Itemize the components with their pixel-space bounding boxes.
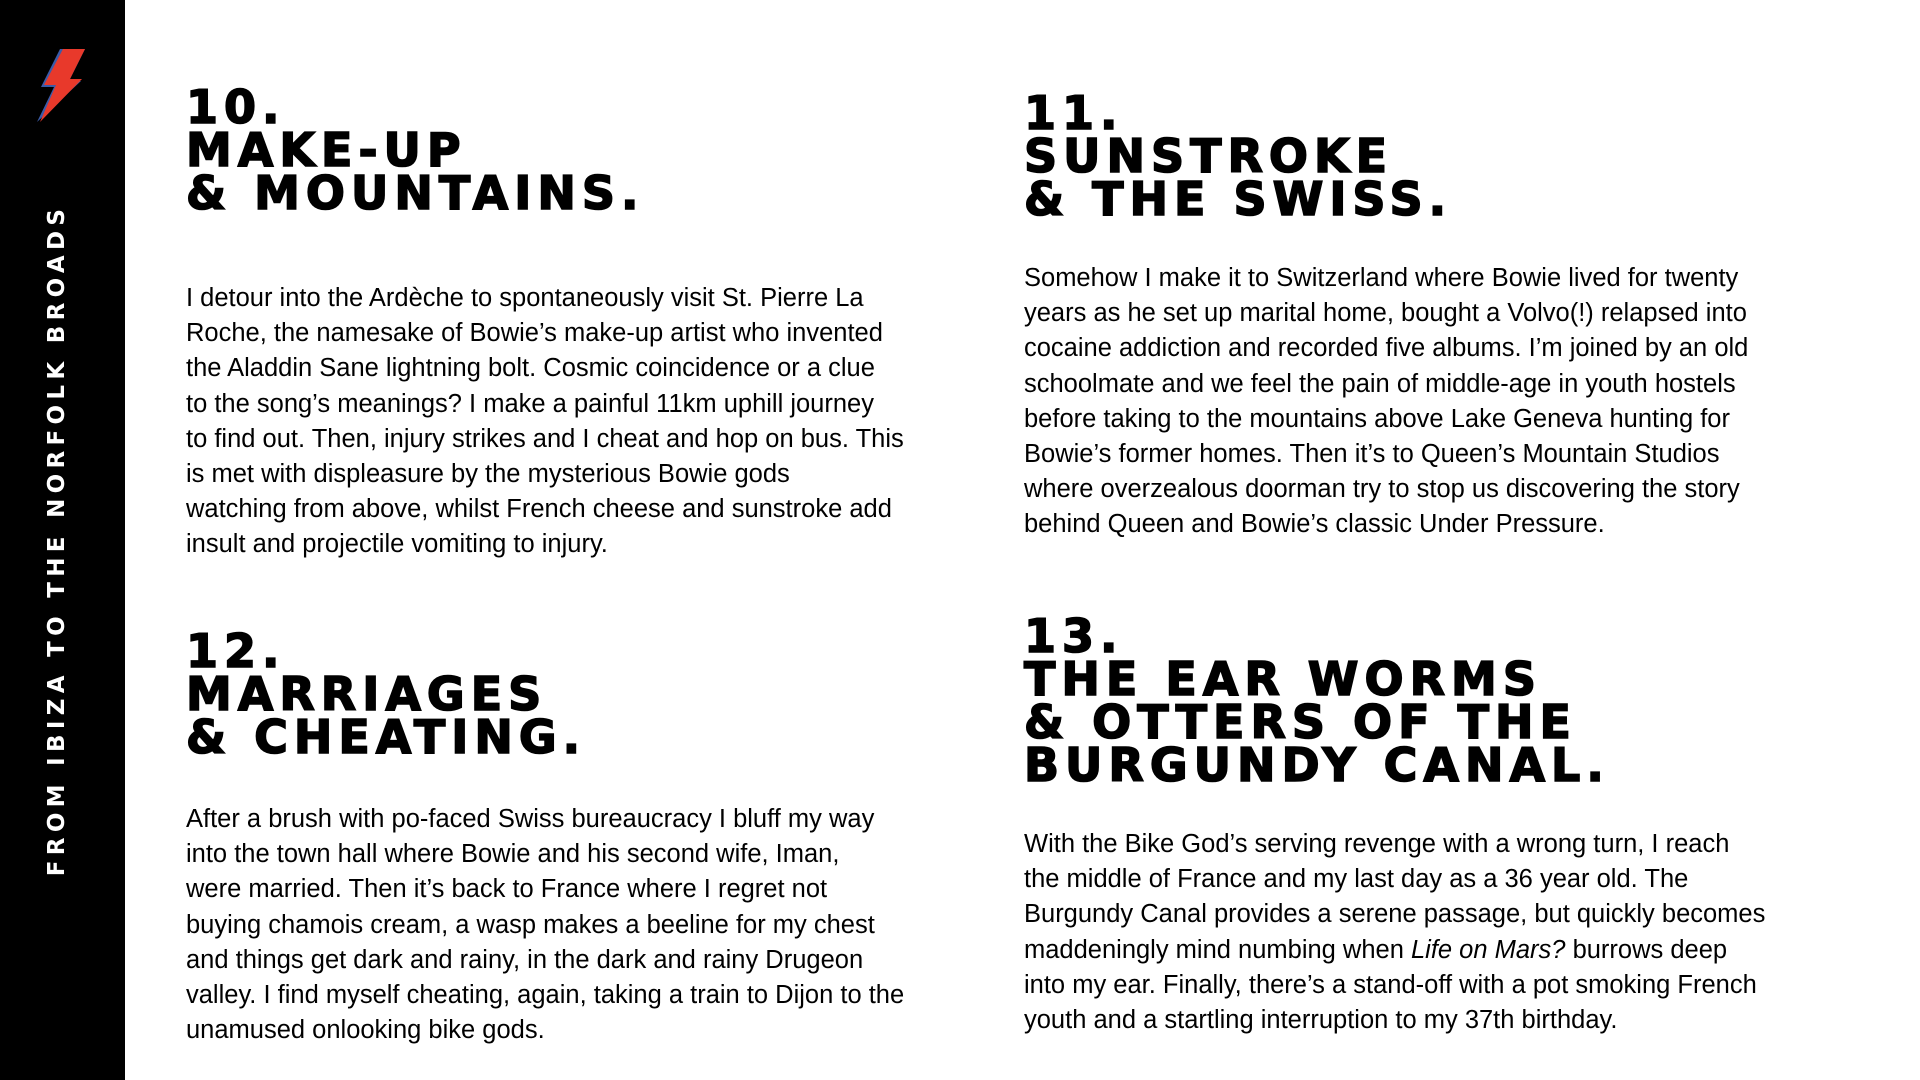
body-line: Somehow I make it to Switzerland where Bowie lived for twenty [1024, 264, 1739, 292]
body-line: Roche, the namesake of Bowie’s make-up artist who invented [186, 319, 883, 348]
section-10 [186, 80, 904, 563]
body-line: to find out. Then, injury strikes and I cheat and hop on bus. This [186, 424, 904, 453]
body-line: youth and a startling interruption to my 37th birthday. [1024, 1006, 1618, 1035]
body-line: into the town hall where Bowie and his second wife, Iman, [186, 840, 840, 869]
body-line: to the song’s meanings? I make a painful 11km uphill journey [186, 389, 874, 418]
section-heading [186, 80, 904, 220]
body-line: watching from above, whilst French cheese and sunstroke add [186, 495, 892, 524]
heading-line: MAKE-UP [186, 123, 467, 177]
heading-line: & THE SWISS. [1024, 172, 1453, 226]
section-body [1024, 827, 1765, 1038]
heading-line: & OTTERS OF THE [1024, 695, 1577, 749]
body-line: into my ear. Finally, there’s a stand-off with a pot smoking French [1024, 970, 1757, 999]
body-line: the middle of France and my last day as a 36 year old. The [1024, 865, 1689, 894]
heading-line: THE EAR WORMS [1024, 652, 1542, 706]
section-body [186, 281, 904, 563]
body-line: buying chamois cream, a wasp makes a beeline for my chest [186, 910, 875, 939]
section-heading [186, 624, 904, 764]
heading-line: & MOUNTAINS. [186, 166, 645, 220]
section-heading [1024, 86, 1748, 226]
section-12 [186, 624, 905, 1048]
body-text-run: burrows deep [1565, 935, 1728, 964]
body-line: unamused onlooking bike gods. [186, 1016, 545, 1045]
body-text-run: maddeningly mind numbing when [1024, 935, 1411, 964]
song-title-italic: Life on Mars? [1410, 935, 1566, 964]
section-body [1024, 261, 1748, 543]
heading-number: 12. [186, 624, 286, 678]
section-heading [1024, 609, 1765, 792]
body-line: were married. Then it’s back to France where I regret not [186, 875, 828, 904]
body-line: Bowie’s former homes. Then it’s to Queen’s Mountain Studios [1024, 440, 1720, 469]
body-line: the Aladdin Sane lightning bolt. Cosmic coincidence or a clue [186, 354, 875, 383]
body-line: is met with displeasure by the mysterious Bowie gods [186, 460, 790, 489]
heading-line: BURGUNDY CANAL. [1024, 738, 1610, 792]
body-line: cocaine addiction and recorded five albums. I’m joined by an old [1024, 334, 1749, 363]
body-line: I detour into the Ardèche to spontaneously visit St. Pierre La [186, 284, 864, 312]
section-body [186, 802, 904, 1048]
section-13 [1024, 609, 1766, 1038]
heading-number: 10. [186, 80, 286, 134]
sidebar-vertical-title: FROM IBIZA TO THE NORFOLK BROADS [44, 203, 70, 877]
body-line: where overzealous doorman try to stop us discovering the story [1024, 475, 1740, 504]
heading-number: 11. [1024, 86, 1124, 140]
body-line: insult and projectile vomiting to injury. [186, 530, 608, 559]
body-line: Burgundy Canal provides a serene passage, but quickly becomes [1024, 900, 1766, 929]
body-line-with-italic [1024, 933, 1765, 968]
body-line: behind Queen and Bowie’s classic Under Pressure. [1024, 510, 1605, 539]
body-line: before taking to the mountains above Lake Geneva hunting for [1024, 404, 1730, 433]
section-11 [1024, 86, 1749, 543]
body-line: With the Bike God’s serving revenge with a wrong turn, I reach [1024, 830, 1730, 858]
body-line: After a brush with po-faced Swiss bureaucracy I bluff my way [186, 805, 875, 833]
lightning-bolt-icon [34, 48, 86, 122]
body-line: and things get dark and rainy, in the dark and rainy Drugeon [186, 945, 864, 974]
heading-line: & CHEATING. [186, 710, 587, 764]
body-line: valley. I find myself cheating, again, taking a train to Dijon to the [186, 981, 905, 1010]
heading-line: MARRIAGES [186, 667, 548, 721]
body-line: years as he set up marital home, bought a Volvo(!) relapsed into [1024, 299, 1747, 328]
body-line: schoolmate and we feel the pain of middle-age in youth hostels [1024, 369, 1736, 398]
heading-number: 13. [1024, 609, 1124, 663]
heading-line: SUNSTROKE [1024, 129, 1394, 183]
sidebar [0, 0, 125, 1080]
